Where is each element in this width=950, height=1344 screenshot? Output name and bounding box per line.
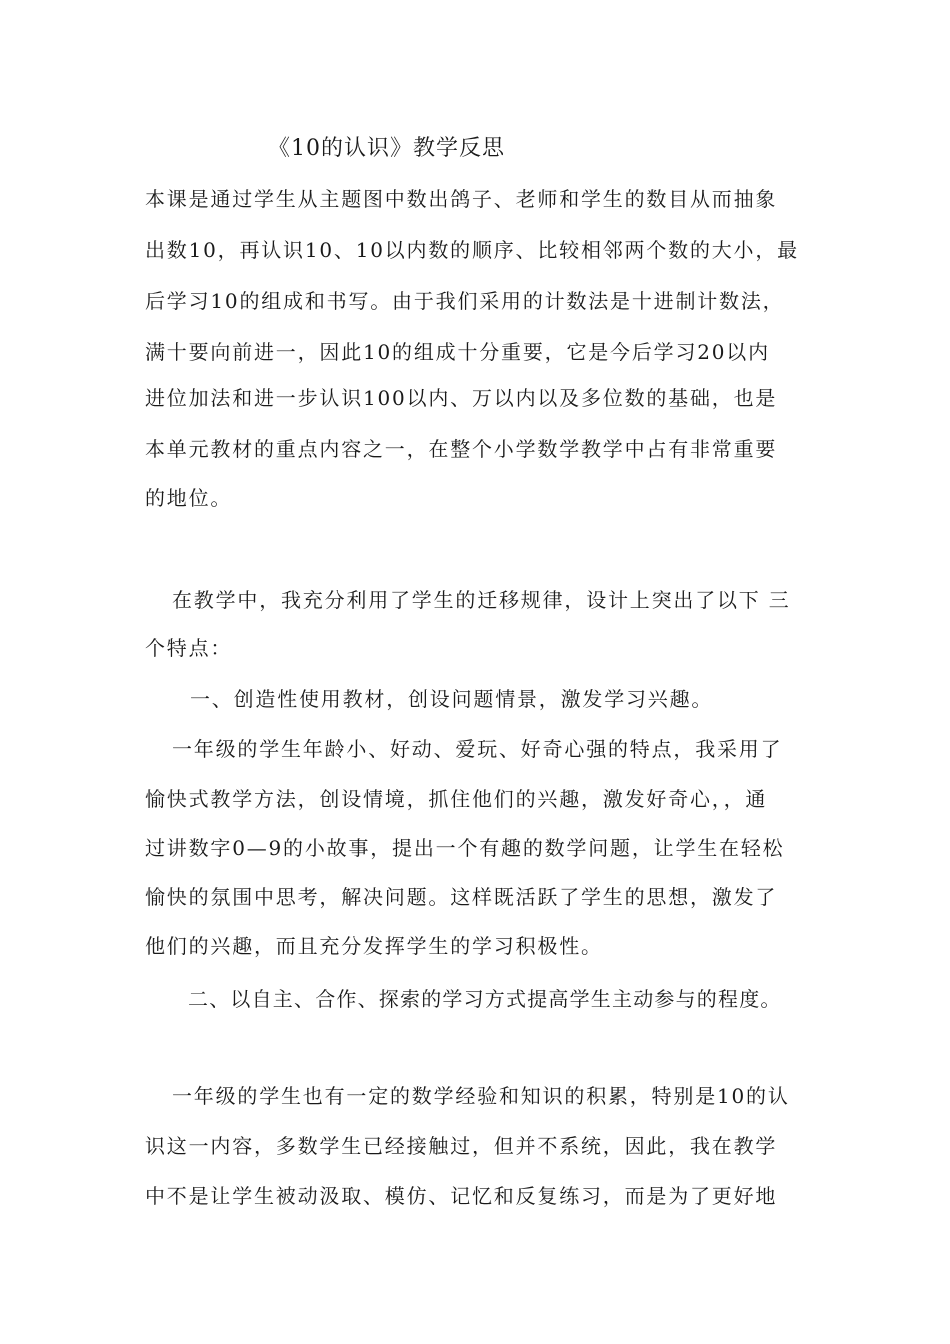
paragraph-line: 一年级的学生年龄小、好动、爱玩、好奇心强的特点，我采用了 (172, 737, 783, 761)
paragraph-line: 进位加法和进一步认识100以内、万以内以及多位数的基础，也是 (145, 386, 778, 410)
paragraph-line: 本课是通过学生从主题图中数出鸽子、老师和学生的数目从而抽象 (145, 187, 778, 211)
paragraph-line: 愉快式教学方法，创设情境，抓住他们的兴趣，激发好奇心，，通 (145, 787, 768, 811)
document-title: 《10的认识》教学反思 (268, 136, 505, 161)
paragraph-line: 识这一内容，多数学生已经接触过，但并不系统，因此，我在教学 (145, 1134, 778, 1158)
paragraph-line: 个特点： (145, 636, 233, 660)
paragraph-line: 过讲数字0—9的小故事，提出一个有趣的数学问题，让学生在轻松 (145, 836, 785, 860)
section-heading-1: 一、创造性使用教材，创设问题情景，激发学习兴趣。 (190, 687, 714, 711)
paragraph-line: 中不是让学生被动汲取、模仿、记忆和反复练习，而是为了更好地 (145, 1184, 778, 1208)
paragraph-line: 愉快的氛围中思考，解决问题。这样既活跃了学生的思想，激发了 (145, 885, 778, 909)
paragraph-line: 本单元教材的重点内容之一，在整个小学数学教学中占有非常重要 (145, 437, 778, 461)
paragraph-line: 后学习10的组成和书写。由于我们采用的计数法是十进制计数法， (145, 289, 785, 313)
paragraph-line: 出数10，再认识10、10以内数的顺序、比较相邻两个数的大小，最 (145, 238, 799, 262)
section-heading-2: 二、以自主、合作、探索的学习方式提高学生主动参与的程度。 (188, 987, 782, 1011)
paragraph-line: 的地位。 (145, 486, 233, 510)
paragraph-line: 他们的兴趣，而且充分发挥学生的学习积极性。 (145, 934, 603, 958)
paragraph-line: 在教学中，我充分利用了学生的迁移规律，设计上突出了以下 三 (172, 588, 791, 612)
paragraph-line: 满十要向前进一，因此10的组成十分重要，它是今后学习20以内 (145, 340, 770, 364)
paragraph-line: 一年级的学生也有一定的数学经验和知识的积累，特别是10的认 (172, 1084, 790, 1108)
